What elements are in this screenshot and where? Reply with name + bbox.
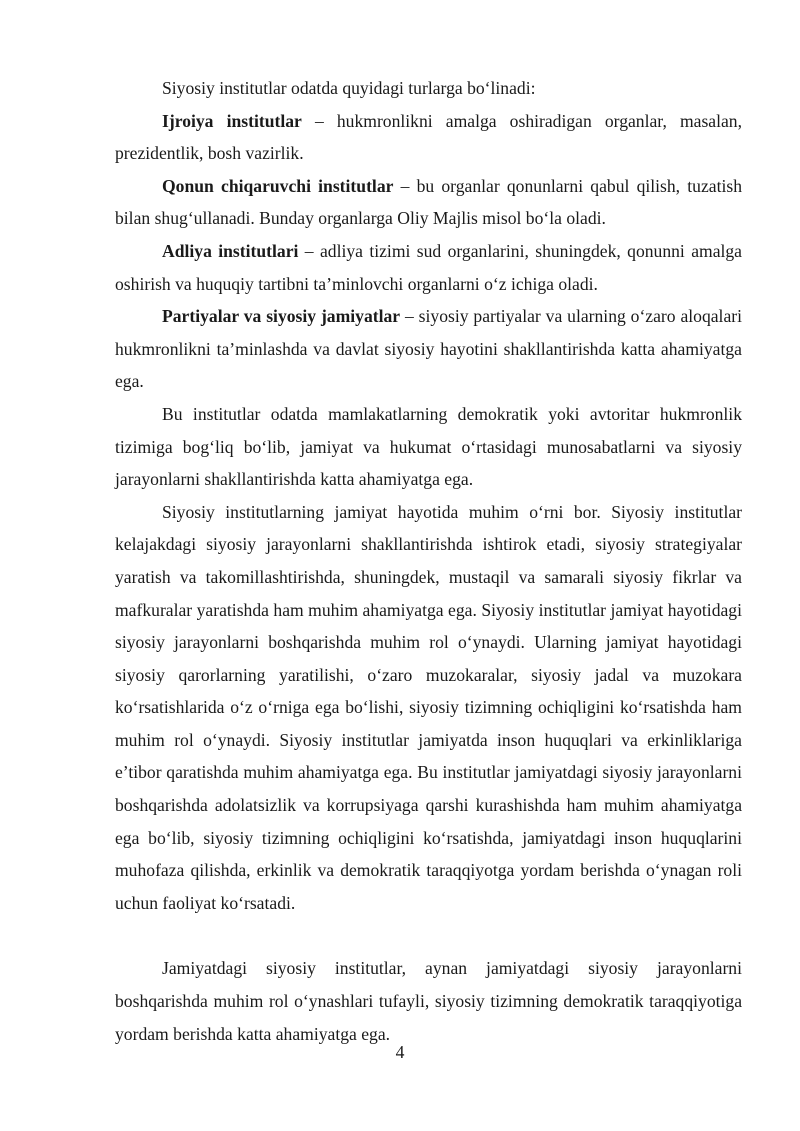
definition-legislative: – bu organlar qonunlarni qabul qilish, tuzatish bilan shug‘ullanadi. Bunday organlarga Oliy Majlis misol bo‘la oladi. xyxy=(115,175,742,229)
paragraph-5: Bu institutlar odatda mamlakatlarning demokratik yoki avtoritar hukmronlik tizimiga bog‘liq bo‘lib, jamiyat va hukumat o‘rtasidagi munosabatlarni va siyosiy jarayonlarni shakllantirishda katta ahamiyatga ega. xyxy=(115,403,742,490)
definition-parties: – siyosiy partiyalar va ularning o‘zaro aloqalari hukmronlikni ta’minlashda va davlat siyosiy hayotini shakllantirishda katta ahamiyatga ega. xyxy=(115,306,743,392)
definition-judicial: – adliya tizimi sud organlarini, shuningdek, qonunni amalga oshirish va huquqiy tartibni ta’minlovchi organlarni o‘z ichiga oladi. xyxy=(115,240,742,294)
definition-executive: – hukmronlikni amalga oshiradigan organlar, masalan, prezidentlik, bosh vazirlik. xyxy=(115,110,743,164)
paragraph-executive xyxy=(115,105,742,170)
page-number: 4 xyxy=(395,1042,405,1062)
paragraph-spacer xyxy=(115,919,742,952)
term-legislative: Qonun chiqaruvchi institutlar xyxy=(162,175,394,196)
paragraph-judicial xyxy=(115,235,742,300)
term-judicial: Adliya institutlari xyxy=(162,240,299,261)
paragraph-parties xyxy=(115,300,742,398)
paragraph-intro: Siyosiy institutlar odatda quyidagi turlarga bo‘linadi: xyxy=(162,78,536,98)
paragraph-7: Jamiyatdagi siyosiy institutlar, aynan jamiyatdagi siyosiy jarayonlarni boshqarishda muhim rol o‘ynashlari tufayli, siyosiy tizimning demokratik taraqqiyotiga yordam berishda katta ahamiyatga ega. xyxy=(115,958,742,1044)
term-executive: Ijroiya institutlar xyxy=(162,110,302,131)
term-parties: Partiyalar va siyosiy jamiyatlar xyxy=(162,306,401,327)
paragraph-legislative xyxy=(115,170,742,235)
page-body xyxy=(115,72,742,1050)
paragraph-6: Siyosiy institutlarning jamiyat hayotida muhim o‘rni bor. Siyosiy institutlar kelajakdagi siyosiy jarayonlarni shakllantirishda ishtirok etadi, siyosiy strategiyalar yaratish va takomillashtirishda, shuningdek, mustaqil va samarali siyosiy fikrlar va mafkuralar yaratishda ham muhim ahamiyatga ega. Siyosiy institutlar jamiyat hayotidagi siyosiy jarayonlarni boshqarishda muhim rol o‘ynaydi. Ularning jamiyat hayotidagi siyosiy qarorlarning yaratilishi, o‘zaro muzokaralar, siyosiy jadal va muzokara ko‘rsatishlarida o‘z o‘rniga ega bo‘lishi, siyosiy tizimning ochiqligini ko‘rsatishda ham muhim rol o‘ynaydi. Siyosiy institutlar jamiyatda inson huquqlari va erkinliklariga e’tibor qaratishda muhim ahamiyatga ega. Bu institutlar jamiyatdagi siyosiy jarayonlarni boshqarishda adolatsizlik va korrupsiyaga qarshi kurashishda ham muhim ahamiyatga ega bo‘lib, siyosiy tizimning ochiqligini ko‘rsatishda, jamiyatdagi inson huquqlarini muhofaza qilishda, erkinlik va demokratik taraqqiyotga yordam berishda o‘ynagan roli uchun faoliyat ko‘rsatadi. xyxy=(115,501,742,913)
